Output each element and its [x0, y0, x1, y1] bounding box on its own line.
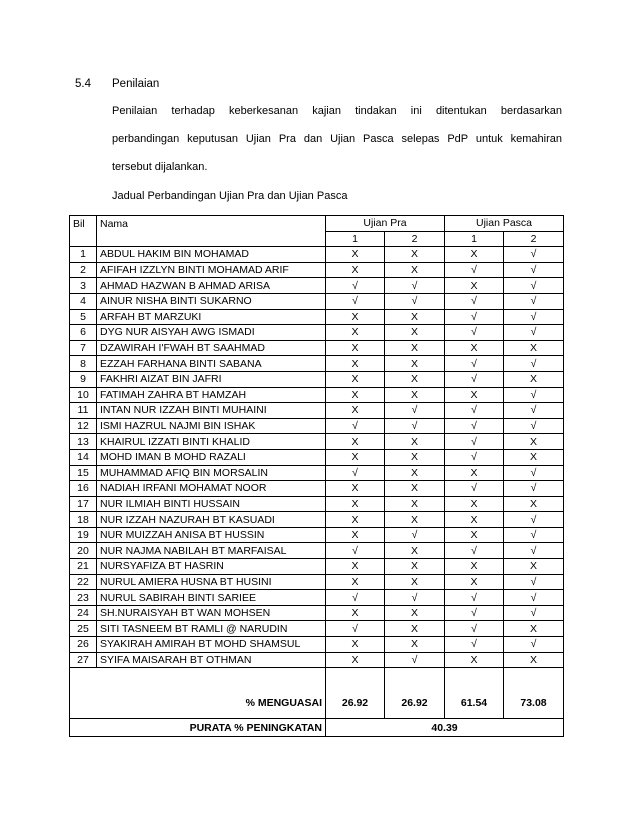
cell-pasca-2: √	[504, 481, 564, 497]
cell-bil: 14	[70, 449, 97, 465]
cell-pra-2: X	[385, 605, 445, 621]
table-row	[70, 403, 564, 419]
cell-pasca-1: X	[445, 527, 504, 543]
table-row	[70, 325, 564, 341]
cell-nama: EZZAH FARHANA BINTI SABANA	[97, 356, 326, 372]
cell-nama: FAKHRI AIZAT BIN JAFRI	[97, 371, 326, 387]
cell-pra-2: X	[385, 512, 445, 528]
summary-pasca-1: 61.54	[445, 668, 504, 719]
cell-nama: NUR IZZAH NAZURAH BT KASUADI	[97, 512, 326, 528]
subheader-pra-1: 1	[326, 231, 385, 247]
cell-pra-1: X	[326, 262, 385, 278]
cell-pasca-2: √	[504, 278, 564, 294]
cell-pasca-2: √	[504, 465, 564, 481]
cell-pra-2: X	[385, 340, 445, 356]
section-title: Penilaian	[112, 78, 160, 90]
cell-nama: DYG NUR AISYAH AWG ISMADI	[97, 325, 326, 341]
cell-pasca-1: √	[445, 605, 504, 621]
cell-pasca-1: √	[445, 449, 504, 465]
header-bil: Bil	[70, 216, 97, 232]
cell-pra-2: X	[385, 434, 445, 450]
cell-pasca-2: √	[504, 574, 564, 590]
cell-bil: 19	[70, 527, 97, 543]
cell-pasca-1: √	[445, 434, 504, 450]
cell-pasca-2: √	[504, 403, 564, 419]
cell-pasca-1: √	[445, 637, 504, 653]
header-bil-blank	[70, 231, 97, 247]
cell-pra-1: X	[326, 496, 385, 512]
cell-nama: NADIAH IRFANI MOHAMAT NOOR	[97, 481, 326, 497]
cell-bil: 20	[70, 543, 97, 559]
cell-pra-2: X	[385, 449, 445, 465]
summary-row	[70, 668, 564, 719]
cell-pasca-1: √	[445, 325, 504, 341]
table-row	[70, 449, 564, 465]
cell-pasca-2: √	[504, 293, 564, 309]
cell-nama: ARFAH BT MARZUKI	[97, 309, 326, 325]
cell-pra-1: √	[326, 621, 385, 637]
summary-pra-1: 26.92	[326, 668, 385, 719]
cell-nama: ABDUL HAKIM BIN MOHAMAD	[97, 247, 326, 263]
cell-bil: 25	[70, 621, 97, 637]
cell-bil: 17	[70, 496, 97, 512]
cell-pasca-2: √	[504, 418, 564, 434]
cell-bil: 2	[70, 262, 97, 278]
cell-nama: NURSYAFIZA BT HASRIN	[97, 559, 326, 575]
cell-nama: MOHD IMAN B MOHD RAZALI	[97, 449, 326, 465]
subheader-pra-2: 2	[385, 231, 445, 247]
cell-pasca-2: X	[504, 559, 564, 575]
cell-pasca-2: √	[504, 356, 564, 372]
cell-pasca-1: X	[445, 652, 504, 668]
cell-pasca-2: X	[504, 340, 564, 356]
table-row	[70, 559, 564, 575]
cell-pra-2: X	[385, 371, 445, 387]
cell-pasca-1: X	[445, 465, 504, 481]
cell-bil: 27	[70, 652, 97, 668]
cell-nama: AFIFAH IZZLYN BINTI MOHAMAD ARIF	[97, 262, 326, 278]
table-header-row	[70, 216, 564, 232]
cell-pasca-2: √	[504, 247, 564, 263]
cell-nama: SITI TASNEEM BT RAMLI @ NARUDIN	[97, 621, 326, 637]
cell-pasca-1: √	[445, 543, 504, 559]
cell-pra-2: X	[385, 465, 445, 481]
cell-nama: NUR NAJMA NABILAH BT MARFAISAL	[97, 543, 326, 559]
table-row	[70, 309, 564, 325]
cell-pra-1: X	[326, 512, 385, 528]
table-row	[70, 278, 564, 294]
cell-pra-1: X	[326, 527, 385, 543]
cell-pra-2: X	[385, 496, 445, 512]
cell-pasca-1: √	[445, 418, 504, 434]
table-row	[70, 371, 564, 387]
cell-pasca-2: X	[504, 371, 564, 387]
cell-pra-2: X	[385, 387, 445, 403]
cell-nama: NUR MUIZZAH ANISA BT HUSSIN	[97, 527, 326, 543]
table-row	[70, 590, 564, 606]
cell-nama: INTAN NUR IZZAH BINTI MUHAINI	[97, 403, 326, 419]
cell-pra-2: X	[385, 262, 445, 278]
table-row	[70, 574, 564, 590]
cell-bil: 18	[70, 512, 97, 528]
summary-pasca-2: 73.08	[504, 668, 564, 719]
cell-pasca-2: √	[504, 527, 564, 543]
cell-pra-1: X	[326, 559, 385, 575]
table-row	[70, 418, 564, 434]
cell-pra-2: √	[385, 278, 445, 294]
cell-pra-1: √	[326, 293, 385, 309]
cell-bil: 10	[70, 387, 97, 403]
cell-nama: DZAWIRAH I'FWAH BT SAAHMAD	[97, 340, 326, 356]
cell-pasca-2: √	[504, 387, 564, 403]
cell-pra-1: X	[326, 356, 385, 372]
cell-pasca-2: √	[504, 637, 564, 653]
paragraph-line-2: perbandingan keputusan Ujian Pra dan Ujian Pasca selepas PdP untuk kemahiran	[112, 133, 562, 145]
cell-pra-2: X	[385, 247, 445, 263]
header-nama-blank	[97, 231, 326, 247]
cell-pasca-1: √	[445, 262, 504, 278]
summary-pra-2: 26.92	[385, 668, 445, 719]
cell-pasca-1: X	[445, 512, 504, 528]
cell-pasca-2: X	[504, 621, 564, 637]
cell-nama: NURUL SABIRAH BINTI SARIEE	[97, 590, 326, 606]
cell-pasca-1: √	[445, 403, 504, 419]
cell-pra-1: X	[326, 247, 385, 263]
cell-bil: 23	[70, 590, 97, 606]
cell-pasca-1: √	[445, 621, 504, 637]
average-row	[70, 719, 564, 737]
table-row	[70, 637, 564, 653]
table-row	[70, 543, 564, 559]
table-row	[70, 465, 564, 481]
table-row	[70, 340, 564, 356]
cell-bil: 11	[70, 403, 97, 419]
cell-pasca-2: X	[504, 496, 564, 512]
cell-nama: AHMAD HAZWAN B AHMAD ARISA	[97, 278, 326, 294]
cell-pasca-2: √	[504, 325, 564, 341]
cell-nama: SH.NURAISYAH BT WAN MOHSEN	[97, 605, 326, 621]
cell-pra-1: X	[326, 371, 385, 387]
cell-pra-2: √	[385, 527, 445, 543]
cell-pra-2: √	[385, 403, 445, 419]
paragraph-line-1: Penilaian terhadap keberkesanan kajian tindakan ini ditentukan berdasarkan	[112, 105, 562, 117]
average-value: 40.39	[326, 719, 564, 737]
table-row	[70, 434, 564, 450]
cell-pra-2: X	[385, 309, 445, 325]
cell-pra-1: √	[326, 465, 385, 481]
cell-nama: SYAKIRAH AMIRAH BT MOHD SHAMSUL	[97, 637, 326, 653]
header-ujian-pra: Ujian Pra	[326, 216, 445, 232]
cell-bil: 8	[70, 356, 97, 372]
cell-pra-2: √	[385, 652, 445, 668]
cell-pasca-1: X	[445, 559, 504, 575]
table-subheader-row	[70, 231, 564, 247]
table-row	[70, 512, 564, 528]
cell-bil: 5	[70, 309, 97, 325]
cell-pasca-2: √	[504, 262, 564, 278]
cell-pasca-2: √	[504, 309, 564, 325]
cell-pra-1: √	[326, 543, 385, 559]
cell-bil: 12	[70, 418, 97, 434]
table-row	[70, 621, 564, 637]
cell-pra-1: X	[326, 434, 385, 450]
cell-pasca-1: X	[445, 496, 504, 512]
cell-nama: ISMI HAZRUL NAJMI BIN ISHAK	[97, 418, 326, 434]
cell-pasca-1: √	[445, 371, 504, 387]
cell-pra-1: X	[326, 340, 385, 356]
cell-pasca-1: √	[445, 481, 504, 497]
subheader-pasca-2: 2	[504, 231, 564, 247]
results-table	[69, 215, 564, 737]
cell-pasca-1: X	[445, 574, 504, 590]
cell-pasca-1: X	[445, 387, 504, 403]
header-ujian-pasca: Ujian Pasca	[445, 216, 564, 232]
cell-pra-2: X	[385, 559, 445, 575]
table-row	[70, 293, 564, 309]
table-row	[70, 356, 564, 372]
table-row	[70, 496, 564, 512]
cell-pasca-2: X	[504, 434, 564, 450]
cell-nama: SYIFA MAISARAH BT OTHMAN	[97, 652, 326, 668]
cell-nama: FATIMAH ZAHRA BT HAMZAH	[97, 387, 326, 403]
cell-pasca-1: √	[445, 309, 504, 325]
cell-bil: 24	[70, 605, 97, 621]
cell-pasca-1: √	[445, 293, 504, 309]
cell-pasca-2: √	[504, 543, 564, 559]
cell-pasca-1: X	[445, 340, 504, 356]
cell-pasca-2: X	[504, 449, 564, 465]
cell-nama: NURUL AMIERA HUSNA BT HUSINI	[97, 574, 326, 590]
cell-bil: 22	[70, 574, 97, 590]
cell-pra-2: X	[385, 481, 445, 497]
cell-pasca-1: X	[445, 278, 504, 294]
cell-nama: KHAIRUL IZZATI BINTI KHALID	[97, 434, 326, 450]
cell-pra-1: X	[326, 652, 385, 668]
paragraph-line-3: tersebut dijalankan.	[112, 161, 208, 173]
summary-label: % MENGUASAI	[70, 668, 326, 719]
cell-pasca-2: √	[504, 590, 564, 606]
cell-pra-1: √	[326, 418, 385, 434]
table-row	[70, 605, 564, 621]
header-nama: Nama	[97, 216, 326, 232]
cell-bil: 15	[70, 465, 97, 481]
cell-nama: MUHAMMAD AFIQ BIN MORSALIN	[97, 465, 326, 481]
cell-pasca-1: X	[445, 247, 504, 263]
cell-pra-2: X	[385, 356, 445, 372]
cell-bil: 1	[70, 247, 97, 263]
cell-pra-2: √	[385, 418, 445, 434]
cell-pra-1: X	[326, 574, 385, 590]
cell-pra-1: √	[326, 590, 385, 606]
cell-pra-2: X	[385, 637, 445, 653]
cell-bil: 21	[70, 559, 97, 575]
cell-pra-1: √	[326, 278, 385, 294]
table-row	[70, 652, 564, 668]
cell-bil: 4	[70, 293, 97, 309]
cell-pra-2: X	[385, 621, 445, 637]
table-caption: Jadual Perbandingan Ujian Pra dan Ujian Pasca	[112, 190, 348, 202]
cell-pra-1: X	[326, 637, 385, 653]
cell-pra-2: √	[385, 293, 445, 309]
table-row	[70, 387, 564, 403]
cell-pra-2: √	[385, 590, 445, 606]
cell-bil: 26	[70, 637, 97, 653]
cell-pra-1: X	[326, 605, 385, 621]
cell-pra-1: X	[326, 387, 385, 403]
cell-pra-1: X	[326, 403, 385, 419]
cell-pasca-2: √	[504, 605, 564, 621]
cell-pra-1: X	[326, 325, 385, 341]
average-label: PURATA % PENINGKATAN	[70, 719, 326, 737]
cell-pra-1: X	[326, 481, 385, 497]
cell-bil: 9	[70, 371, 97, 387]
cell-pasca-2: X	[504, 652, 564, 668]
cell-pra-2: X	[385, 543, 445, 559]
cell-pasca-2: √	[504, 512, 564, 528]
cell-pasca-1: √	[445, 590, 504, 606]
cell-bil: 7	[70, 340, 97, 356]
cell-nama: AINUR NISHA BINTI SUKARNO	[97, 293, 326, 309]
cell-bil: 13	[70, 434, 97, 450]
cell-bil: 16	[70, 481, 97, 497]
cell-pra-1: X	[326, 309, 385, 325]
cell-bil: 6	[70, 325, 97, 341]
cell-bil: 3	[70, 278, 97, 294]
cell-pra-2: X	[385, 574, 445, 590]
subheader-pasca-1: 1	[445, 231, 504, 247]
cell-nama: NUR ILMIAH BINTI HUSSAIN	[97, 496, 326, 512]
section-number: 5.4	[75, 78, 91, 90]
table-row	[70, 247, 564, 263]
cell-pra-1: X	[326, 449, 385, 465]
cell-pra-2: X	[385, 325, 445, 341]
table-row	[70, 481, 564, 497]
table-row	[70, 527, 564, 543]
cell-pasca-1: √	[445, 356, 504, 372]
table-row	[70, 262, 564, 278]
